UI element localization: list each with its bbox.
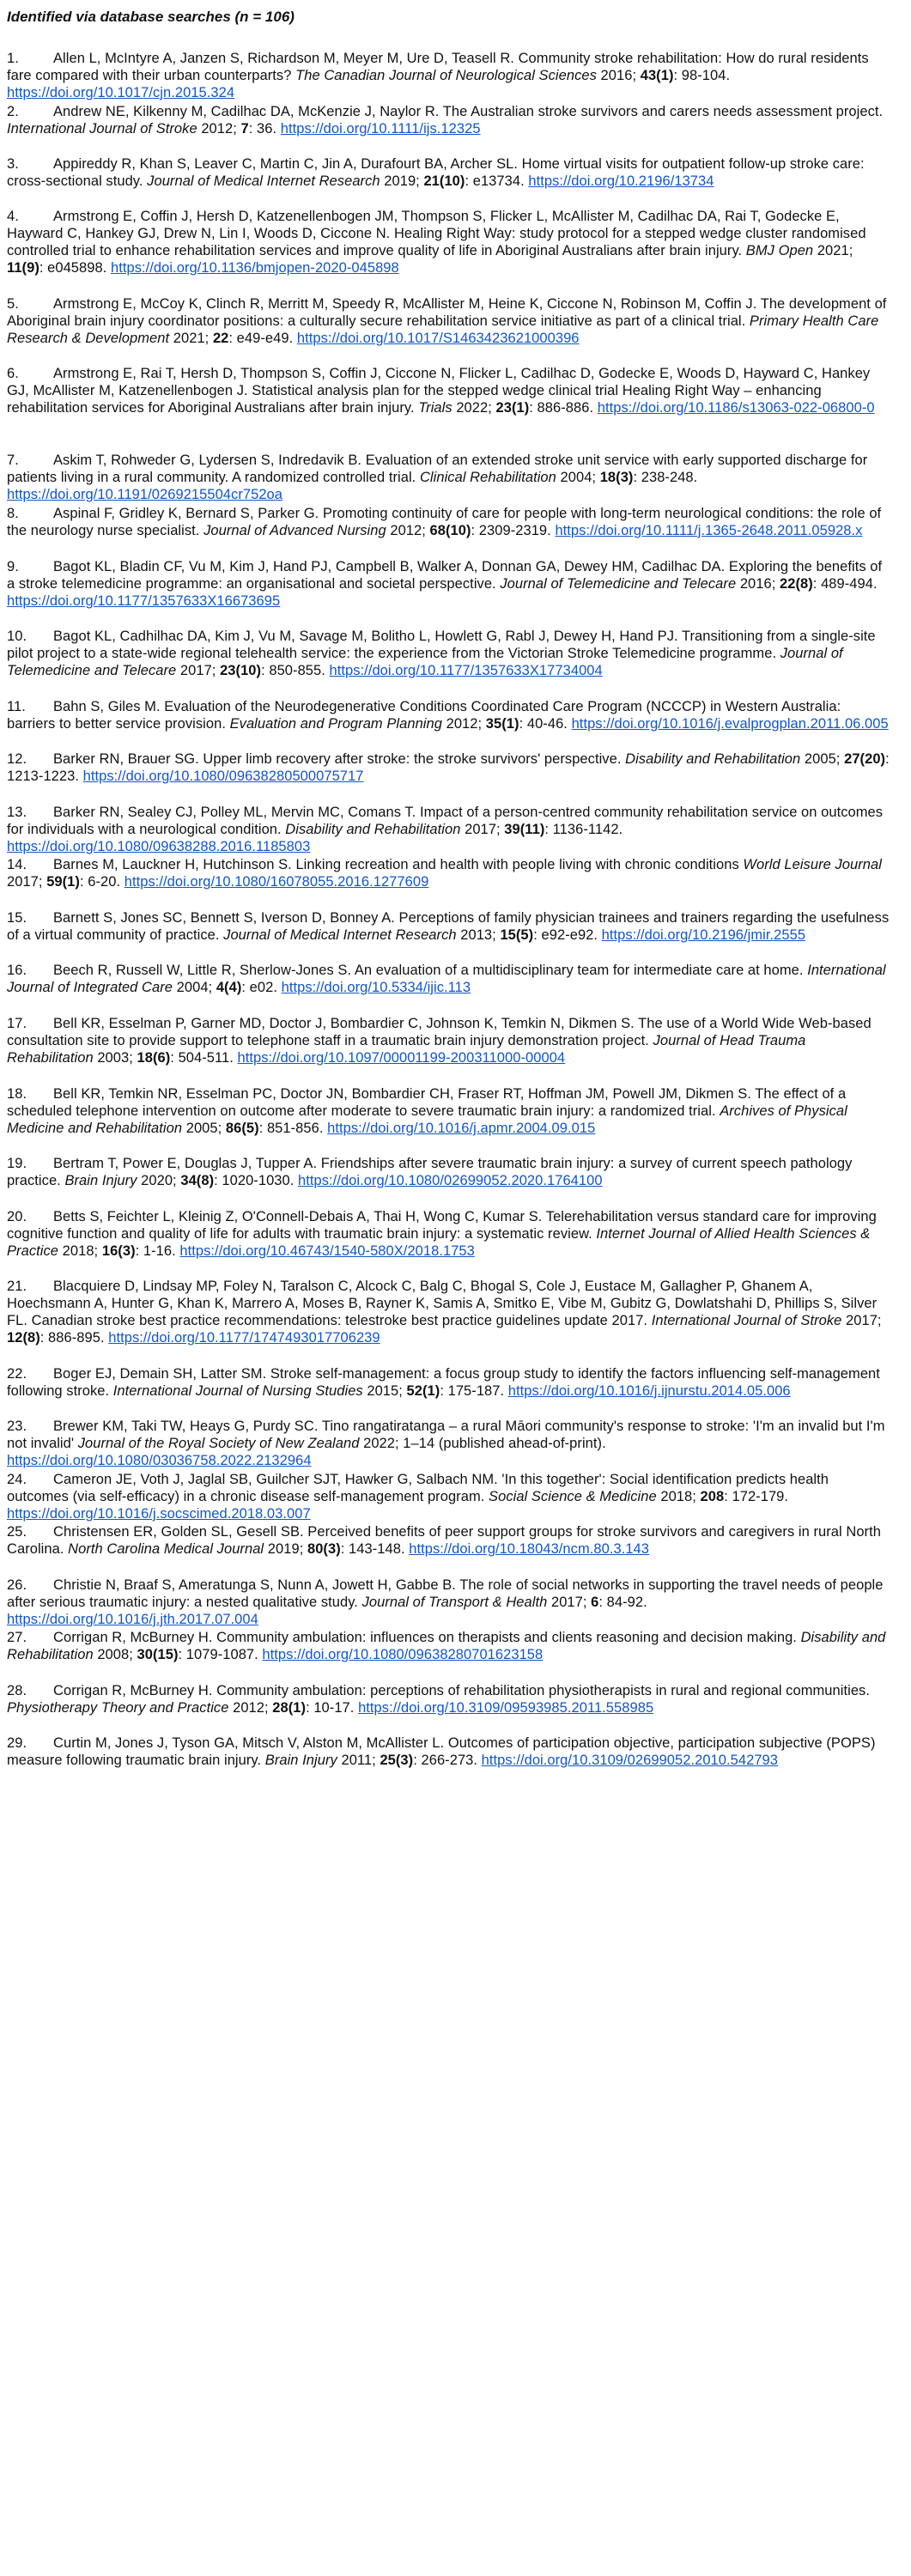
doi-link[interactable]: https://doi.org/10.1080/09638280701623158 (262, 1647, 544, 1662)
reference-journal: Physiotherapy Theory and Practice (7, 1700, 229, 1716)
reference-year: 2011; (341, 1753, 376, 1768)
reference-year: 2004; (176, 980, 213, 995)
reference-pages: : 850-855. (261, 663, 325, 678)
doi-link[interactable]: https://doi.org/10.2196/13734 (528, 173, 714, 189)
doi-link[interactable]: https://doi.org/10.1111/j.1365-2648.2011.05928.x (555, 523, 863, 538)
doi-link[interactable]: https://doi.org/10.46743/1540-580X/2018.1753 (179, 1243, 475, 1259)
reference-volume: 22 (212, 331, 229, 346)
reference-volume: 80(3) (307, 1541, 341, 1557)
reference-authors: Corrigan R, McBurney H. (53, 1683, 213, 1698)
reference-volume: 52(1) (406, 1383, 440, 1399)
reference-number: 16. (7, 963, 27, 978)
reference-title: Tino rangatiratanga – a rural Māori community's response to stroke: 'I'm an invalid but I'm not invalid' (7, 1419, 885, 1451)
reference-volume: 15(5) (500, 927, 534, 943)
reference-title: Impact of a person-centred community rehabilitation service on outcomes for individuals with a neurological condition. (7, 805, 884, 837)
reference-year: 2019; (384, 173, 420, 189)
reference-volume: 16(3) (101, 1243, 136, 1259)
doi-link[interactable]: https://doi.org/10.1080/03036758.2022.2132964 (7, 1453, 312, 1468)
reference-pages: : 172-179. (724, 1489, 789, 1504)
reference-journal: Clinical Rehabilitation (419, 470, 556, 485)
reference-pages: : 266-273. (413, 1753, 478, 1768)
reference-pages: : 886-895. (39, 1330, 105, 1346)
reference-pages: : e02. (241, 980, 277, 995)
doi-link[interactable]: https://doi.org/10.1191/0269215504cr752oa (7, 487, 283, 502)
doi-link[interactable]: https://doi.org/10.1080/09638288.2016.1185803 (7, 839, 311, 854)
doi-link[interactable]: https://doi.org/10.1136/bmjopen-2020-045898 (111, 260, 399, 276)
reference-number: 13. (7, 805, 27, 820)
reference-year: 2020; (141, 1173, 177, 1188)
reference-year: 2012; (201, 121, 237, 137)
doi-link[interactable]: https://doi.org/10.1177/1747493017706239 (108, 1330, 380, 1346)
reference-journal: International Journal of Nursing Studies (112, 1383, 363, 1399)
reference-authors: Bahn S, Giles M. (53, 699, 161, 714)
reference-title: Community ambulation: influences on therapists and clients reasoning and decision making. (216, 1630, 797, 1645)
reference-entry (7, 50, 891, 101)
reference-journal: Journal of Telemedicine and Telecare (7, 646, 843, 678)
reference-volume: 34(8) (180, 1173, 215, 1188)
reference-journal: International Journal of Stroke (7, 121, 197, 137)
reference-volume: 35(1) (485, 716, 519, 732)
doi-link[interactable]: https://doi.org/10.2196/jmir.2555 (601, 927, 806, 943)
reference-pages: : e045898. (39, 260, 107, 276)
reference-number: 27. (7, 1630, 27, 1645)
reference-number: 23. (7, 1419, 27, 1434)
reference-year: 2012; (233, 1700, 269, 1716)
reference-journal: Journal of Medical Internet Research (223, 927, 457, 943)
reference-pages: : 143-148. (340, 1541, 405, 1557)
reference-title: Canadian stroke best practice recommendations: telestroke best practice guidelines update 2017. (31, 1313, 648, 1328)
reference-pages: : 1020-1030. (214, 1173, 295, 1188)
reference-year: 2022; (456, 400, 492, 416)
reference-journal: International Journal of Stroke (651, 1313, 842, 1328)
doi-link[interactable]: https://doi.org/10.18043/ncm.80.3.143 (409, 1541, 650, 1557)
reference-journal: Primary Health Care Research & Development (7, 313, 879, 346)
reference-authors: Andrew NE, Kilkenny M, Cadilhac DA, McKenzie J, Naylor R. (53, 104, 440, 119)
reference-volume: 23(1) (495, 400, 530, 416)
reference-year: 2017; (7, 874, 43, 890)
reference-number: 15. (7, 910, 27, 926)
reference-volume: 208 (700, 1489, 725, 1504)
reference-pages: : 851-856. (258, 1121, 324, 1136)
reference-title: An evaluation of a multidisciplinary team for intermediate care at home. (354, 963, 804, 978)
reference-authors: Bell KR, Esselman P, Garner MD, Doctor J, Bombardier C, Johnson K, Temkin N, Dikmen S. (53, 1016, 635, 1031)
reference-entry (7, 103, 891, 137)
reference-journal: Journal of the Royal Society of New Zealand (77, 1436, 360, 1451)
reference-pages: 1–14 (published ahead-of-print). (403, 1436, 606, 1451)
doi-link[interactable]: https://doi.org/10.1080/09638280500075717 (82, 769, 364, 784)
reference-volume: 27(20) (844, 751, 886, 767)
reference-number: 2. (7, 104, 19, 119)
reference-pages: : 2309-2319. (471, 523, 551, 538)
reference-authors: Askim T, Rohweder G, Lydersen S, Indredavik B. (53, 453, 362, 468)
reference-volume: 28(1) (272, 1700, 307, 1716)
reference-journal: Trials (418, 400, 452, 416)
reference-number: 19. (7, 1156, 27, 1171)
doi-link[interactable]: https://doi.org/10.1017/S1463423621000396 (296, 331, 580, 346)
reference-title: Healing Right Way: study protocol for a stepped wedge cluster randomised controlled trial to enhance rehabilitation services and improve quality of life in Aboriginal Australians after brain injury. (7, 226, 866, 258)
reference-title: The use of a World Wide Web-based consultation site to provide support to telephone staff in a traumatic brain injury demonstration project. (7, 1016, 872, 1048)
reference-journal: Disability and Rehabilitation (625, 751, 801, 767)
reference-volume: 18(3) (599, 470, 634, 485)
reference-year: 2003; (97, 1050, 133, 1066)
reference-authors: Blacquiere D, Lindsay MP, Foley N, Taralson C, Alcock C, Balg C, Bhogal S, Cole J, Eustace M, Gallagher P, Ghanem A, Hoechsmann A, Hunter G, Khan K, Marrero A, Moses B, Rayner K, Samis A, Smitko E, Vibe M, Gubitz G, Dowlatshahi D, Phillips S, Silver FL. (7, 1279, 878, 1328)
reference-pages: : 1-16. (135, 1243, 176, 1259)
reference-entry (7, 1015, 891, 1066)
reference-number: 7. (7, 453, 19, 468)
reference-number: 5. (7, 296, 19, 312)
doi-link[interactable]: https://doi.org/10.1016/j.socscimed.2018.03.007 (7, 1506, 311, 1522)
doi-link[interactable]: https://doi.org/10.5334/ijic.113 (281, 980, 471, 995)
reference-title: Home virtual visits for outpatient follow-up stroke care: cross-sectional study. (7, 156, 865, 189)
reference-journal: Brain Injury (64, 1173, 137, 1188)
reference-year: 2005; (804, 751, 841, 767)
reference-pages: : 1213-1223. (7, 751, 890, 784)
reference-journal: Journal of Telemedicine and Telecare (500, 576, 737, 592)
reference-entry (7, 804, 891, 855)
reference-entry (7, 909, 891, 944)
doi-link[interactable]: https://doi.org/10.1111/ijs.12325 (280, 121, 481, 137)
reference-year: 2021; (173, 331, 210, 346)
reference-authors: Corrigan R, McBurney H. (53, 1630, 213, 1645)
reference-pages: : 40-46. (519, 716, 568, 732)
reference-year: 2017; (550, 1595, 587, 1610)
reference-pages: : 238-248. (633, 470, 698, 485)
reference-number: 18. (7, 1086, 27, 1102)
doi-link[interactable]: https://doi.org/10.1016/j.ijnurstu.2014.05.006 (507, 1383, 791, 1399)
reference-entry (7, 1682, 891, 1716)
reference-volume: 6 (591, 1595, 599, 1610)
reference-authors: Beech R, Russell W, Little R, Sherlow-Jones S. (53, 963, 352, 978)
doi-link[interactable]: https://doi.org/10.1080/16078055.2016.1277609 (124, 874, 429, 890)
reference-authors: Allen L, McIntyre A, Janzen S, Richardson M, Meyer M, Ure D, Teasell R. (53, 51, 514, 66)
reference-volume: 59(1) (46, 874, 80, 890)
reference-title: Community stroke rehabilitation: How do rural residents fare compared with their urban counterparts? (7, 51, 869, 83)
reference-journal: Evaluation and Program Planning (229, 716, 442, 732)
reference-volume: 39(11) (504, 822, 545, 837)
reference-year: 2018; (62, 1243, 99, 1259)
reference-authors: Bagot KL, Cadhilhac DA, Kim J, Vu M, Savage M, Bolitho L, Howlett G, Rabl J, Dewey H, Hand PJ. (53, 629, 678, 644)
reference-volume: 68(10) (429, 523, 471, 538)
reference-title: Community ambulation: perceptions of rehabilitation physiotherapists in rural and regional communities. (216, 1683, 870, 1698)
reference-authors: Boger EJ, Demain SH, Latter SM. (53, 1366, 267, 1382)
reference-pages: : 886-886. (529, 400, 594, 416)
reference-title: Perceptions of family physician trainees and trainers regarding the usefulness of a virtual community of practice. (7, 910, 890, 943)
reference-pages: : 6-20. (79, 874, 121, 890)
reference-title: Evaluation of the Neurodegenerative Conditions Coordinated Care Program (NCCCP) in Western Australia: barriers to better service provision. (7, 699, 841, 732)
reference-title: Perceived benefits of peer support groups for stroke survivors and caregivers in rural North Carolina. (7, 1524, 881, 1557)
reference-title: Stroke self-management: a focus group study to identify the factors influencing self-management following stroke. (7, 1366, 880, 1399)
reference-title: Linking recreation and health with people living with chronic conditions (295, 857, 739, 872)
reference-title: Friendships after severe traumatic brain injury: a survey of current speech pathology practice. (7, 1156, 853, 1188)
doi-link[interactable]: https://doi.org/10.1016/j.jth.2017.07.004 (7, 1612, 258, 1627)
reference-title: Outcomes of participation objective, participation subjective (POPS) measure following traumatic brain injury. (7, 1735, 876, 1768)
reference-volume: 30(15) (137, 1647, 179, 1662)
reference-volume: 4(4) (216, 980, 242, 995)
reference-volume: 18(6) (137, 1050, 171, 1066)
reference-authors: Barker RN, Brauer SG. (53, 751, 199, 767)
reference-journal: World Leisure Journal (743, 857, 882, 872)
reference-year: 2019; (267, 1541, 304, 1557)
doi-link[interactable]: https://doi.org/10.3109/02699052.2010.542793 (481, 1753, 779, 1768)
reference-number: 3. (7, 156, 19, 172)
reference-entry (7, 1471, 891, 1522)
reference-journal: Journal of Head Trauma Rehabilitation (7, 1033, 806, 1066)
doi-link[interactable]: https://doi.org/10.1186/s13063-022-06800-0 (597, 400, 875, 416)
reference-journal: The Canadian Journal of Neurological Sciences (295, 68, 597, 83)
reference-pages: : 84-92. (598, 1595, 647, 1610)
reference-entry (7, 365, 891, 416)
reference-authors: Barnes M, Lauckner H, Hutchinson S. (53, 857, 292, 872)
reference-journal: Archives of Physical Medicine and Rehabilitation (7, 1103, 847, 1136)
doi-link[interactable]: https://doi.org/10.1016/j.evalprogplan.2011.06.005 (571, 716, 889, 732)
reference-authors: Christie N, Braaf S, Ameratunga S, Nunn A, Jowett H, Gabbe B. (53, 1577, 456, 1593)
reference-number: 11. (7, 699, 26, 714)
reference-number: 25. (7, 1524, 27, 1540)
reference-authors: Bell KR, Temkin NR, Esselman PC, Doctor JN, Bombardier CH, Fraser RT, Hoffman JM, Powell JM, Dikmen S. (53, 1086, 751, 1102)
reference-volume: 25(3) (380, 1753, 414, 1768)
reference-volume: 11(9) (7, 260, 39, 276)
reference-journal: Social Science & Medicine (489, 1489, 657, 1504)
reference-authors: Cameron JE, Voth J, Jaglal SB, Guilcher SJT, Hawker G, Salbach NM. (53, 1472, 498, 1487)
reference-number: 10. (7, 629, 27, 644)
reference-year: 2016; (600, 68, 637, 83)
reference-number: 12. (7, 751, 27, 767)
reference-volume: 86(5) (225, 1121, 259, 1136)
reference-pages: : 504-511. (170, 1050, 234, 1066)
reference-year: 2018; (660, 1489, 696, 1504)
reference-title: Evaluation of an extended stroke unit service with early supported discharge for patients living in a rural community. A randomized controlled trial. (7, 453, 868, 485)
reference-title: The development of Aboriginal brain injury coordinator positions: a culturally secure rehabilitation service initiative as part of a clinical trial. (7, 296, 887, 329)
reference-entry (7, 1365, 891, 1400)
reference-title: Upper limb recovery after stroke: the stroke survivors' perspective. (203, 751, 622, 767)
reference-number: 8. (7, 506, 19, 521)
reference-journal: Journal of Medical Internet Research (147, 173, 380, 189)
reference-year: 2004; (560, 470, 597, 485)
reference-year: 2017; (465, 822, 501, 837)
reference-entry (7, 1085, 891, 1137)
reference-year: 2017; (179, 663, 216, 678)
reference-entry (7, 1523, 891, 1558)
reference-number: 26. (7, 1577, 27, 1593)
reference-year: 2012; (390, 523, 426, 538)
doi-link[interactable]: https://doi.org/10.1017/cjn.2015.324 (7, 85, 235, 100)
reference-number: 14. (7, 857, 27, 872)
reference-year: 2022; (363, 1436, 399, 1451)
reference-title: The role of social networks in supporting the travel needs of people after serious traumatic injury: a nested qualitative study. (7, 1577, 884, 1610)
reference-volume: 23(10) (220, 663, 262, 678)
reference-title: Statistical analysis plan for the stepped wedge clinical trial Healing Right Way – enhancing rehabilitation services for Aboriginal Australians after brain injury. (7, 383, 822, 416)
reference-year: 2013; (460, 927, 496, 943)
reference-year: 2008; (97, 1647, 133, 1662)
reference-pages: : 175-187. (440, 1383, 505, 1399)
reference-year: 2015; (367, 1383, 403, 1399)
reference-entry (7, 295, 891, 347)
reference-journal: Journal of Transport & Health (361, 1595, 548, 1610)
reference-entry (7, 505, 891, 539)
reference-authors: Bagot KL, Bladin CF, Vu M, Kim J, Hand PJ, Campbell B, Walker A, Donnan GA, Dewey HM, Cadilhac DA. (53, 559, 726, 574)
reference-entry (7, 1155, 891, 1189)
reference-title: The Australian stroke survivors and carers needs assessment project. (442, 104, 884, 119)
doi-link[interactable]: https://doi.org/10.1177/1357633X17734004 (329, 663, 603, 678)
reference-entry (7, 698, 891, 732)
reference-year: 2017; (846, 1313, 882, 1328)
reference-entry (7, 452, 891, 503)
reference-pages: : 10-17. (306, 1700, 355, 1716)
reference-title: 'In this together': Social identification predicts health outcomes (via self-efficacy) in a chronic disease self-management program. (7, 1472, 829, 1504)
reference-pages: : e92-e92. (533, 927, 598, 943)
reference-journal: Internet Journal of Allied Health Sciences & Practice (7, 1226, 871, 1259)
reference-entry (7, 155, 891, 190)
reference-entry (7, 750, 891, 785)
reference-entry (7, 962, 891, 996)
reference-year: 2021; (817, 243, 853, 258)
doi-link[interactable]: https://doi.org/10.1016/j.apmr.2004.09.015 (327, 1121, 596, 1136)
reference-pages: : 1136-1142. (544, 822, 623, 837)
reference-year: 2012; (446, 716, 483, 732)
reference-authors: Brewer KM, Taki TW, Heays G, Purdy SC. (53, 1419, 319, 1434)
reference-authors: Armstrong E, Rai T, Hersh D, Thompson S, Coffin J, Ciccone N, Flicker L, Cadilhac D, Godecke E, Woods D, Hayward C, Hankey GJ, McAllister M, Katzenellenbogen J. (7, 366, 871, 398)
reference-journal: North Carolina Medical Journal (68, 1541, 264, 1557)
reference-authors: Armstrong E, McCoy K, Clinch R, Merritt M, Speedy R, McAllister M, Heine K, Ciccone N, Robinson M, Coffin J. (53, 296, 757, 312)
reference-title: Promoting continuity of care for people with long-term neurological conditions: the role of the neurology nurse specialist. (7, 506, 882, 538)
reference-journal: BMJ Open (745, 243, 814, 258)
reference-volume: 43(1) (640, 68, 674, 83)
reference-number: 21. (7, 1279, 27, 1294)
reference-number: 4. (7, 209, 19, 224)
reference-entry (7, 208, 891, 276)
doi-link[interactable]: https://doi.org/10.1177/1357633X16673695 (7, 593, 281, 609)
reference-number: 20. (7, 1209, 27, 1224)
reference-journal: Disability and Rehabilitation (285, 822, 461, 837)
reference-authors: Betts S, Feichter L, Kleinig Z, O'Connell-Debais A, Thai H, Wong C, Kumar S. (53, 1209, 543, 1224)
reference-year: 2016; (739, 576, 776, 592)
reference-pages: : e49-e49. (228, 331, 294, 346)
reference-authors: Aspinal F, Gridley K, Bernard S, Parker G. (53, 506, 319, 521)
reference-number: 24. (7, 1472, 27, 1487)
doi-link[interactable]: https://doi.org/10.1080/02699052.2020.1764100 (298, 1173, 603, 1188)
reference-number: 9. (7, 559, 19, 574)
reference-title: Transitioning from a single-site pilot project to a state-wide regional telehealth service: the experience from the Victorian Stroke Telemedicine programme. (7, 629, 876, 661)
reference-pages: : 1079-1087. (178, 1647, 258, 1662)
reference-entry (7, 856, 891, 890)
reference-authors: Barker RN, Sealey CJ, Polley ML, Mervin MC, Comans T. (53, 805, 416, 820)
reference-volume: 12(8) (7, 1330, 40, 1346)
reference-number: 6. (7, 366, 19, 381)
reference-pages: : 36. (248, 121, 277, 137)
reference-authors: Curtin M, Jones J, Tyson GA, Mitsch V, Alston M, McAllister L. (53, 1735, 445, 1751)
reference-pages: : 489-494. (812, 576, 878, 592)
reference-journal: Brain Injury (264, 1753, 337, 1768)
reference-entry (7, 628, 891, 679)
doi-link[interactable]: https://doi.org/10.1097/00001199-200311000-00004 (237, 1050, 566, 1066)
reference-authors: Bertram T, Power E, Douglas J, Tupper A. (53, 1156, 318, 1171)
reference-number: 1. (7, 51, 19, 66)
doi-link[interactable]: https://doi.org/10.3109/09593985.2011.558985 (358, 1700, 654, 1716)
reference-entry (7, 1629, 891, 1663)
reference-number: 22. (7, 1366, 27, 1382)
reference-year: 2005; (185, 1121, 222, 1136)
reference-title: Telerehabilitation versus standard care for improving cognitive function and quality of life for adults with traumatic brain injury: a systematic review. (7, 1209, 877, 1242)
reference-title: The effect of a scheduled telephone intervention on outcome after moderate to severe traumatic brain injury: a randomized trial. (7, 1086, 847, 1119)
reference-pages: : e13734. (465, 173, 525, 189)
reference-entry (7, 1735, 891, 1769)
reference-authors: Armstrong E, Coffin J, Hersh D, Katzenellenbogen JM, Thompson S, Flicker L, McAllister M, Cadilhac DA, Rai T, Godecke E, Hayward C, Hankey GJ, Drew N, Lin I, Woods D, Ciccone N. (7, 209, 840, 241)
reference-number: 29. (7, 1735, 27, 1751)
section-heading: Identified via database searches (n = 106) (7, 9, 295, 25)
reference-title: Exploring the benefits of a stroke telemedicine programme: an organisational and societal perspective. (7, 559, 883, 592)
reference-entry (7, 1208, 891, 1260)
reference-journal: Disability and Rehabilitation (7, 1630, 886, 1662)
reference-volume: 22(8) (780, 576, 813, 592)
reference-volume: 21(10) (423, 173, 465, 189)
reference-number: 17. (7, 1016, 27, 1031)
reference-authors: Barnett S, Jones SC, Bennett S, Iverson D, Bonney A. (53, 910, 395, 926)
reference-entry (7, 1418, 891, 1469)
reference-number: 28. (7, 1683, 27, 1698)
reference-journal: International Journal of Integrated Care (7, 963, 886, 995)
reference-entry (7, 1577, 891, 1628)
reference-journal: Journal of Advanced Nursing (203, 523, 386, 538)
reference-volume: 7 (240, 121, 249, 137)
reference-entry (7, 1278, 891, 1346)
reference-authors: Appireddy R, Khan S, Leaver C, Martin C, Jin A, Durafourt BA, Archer SL. (53, 156, 519, 172)
reference-entry (7, 558, 891, 610)
reference-authors: Christensen ER, Golden SL, Gesell SB. (53, 1524, 304, 1540)
reference-pages: : 98-104. (673, 68, 731, 83)
